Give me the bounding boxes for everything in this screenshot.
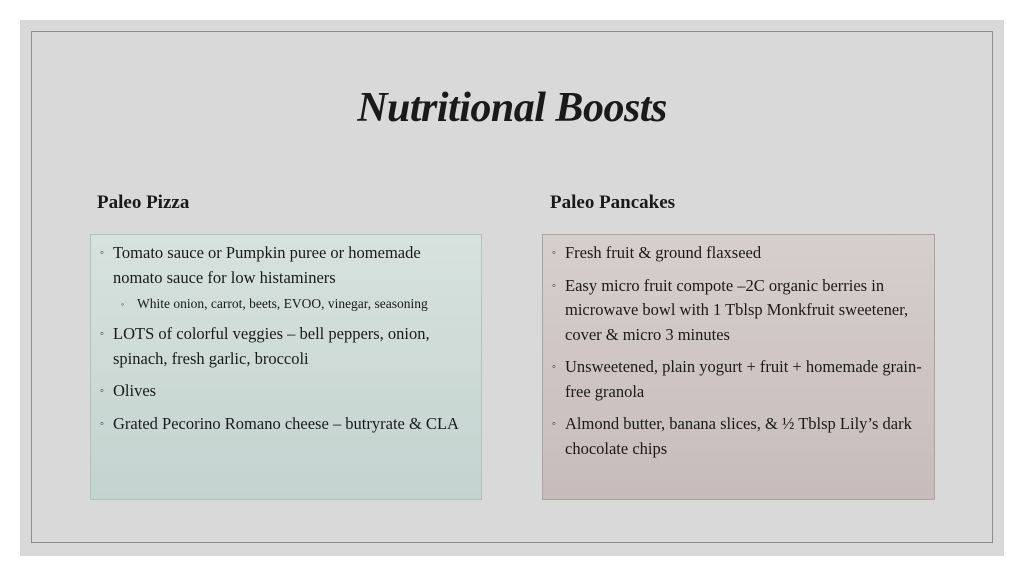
- list-item: [91, 412, 483, 437]
- paleo-pancakes-box: [542, 234, 935, 500]
- list-item-text: Olives: [113, 381, 157, 400]
- list-item: [543, 241, 936, 266]
- paleo-pancakes-list: [543, 241, 936, 469]
- list-item-text: LOTS of colorful veggies – bell peppers, onion, spinach, fresh garlic, broccoli: [113, 324, 430, 368]
- bullet-icon: ◦: [100, 417, 104, 430]
- list-item: [543, 274, 936, 348]
- sub-bullet-icon: ◦: [121, 299, 125, 309]
- bullet-icon: ◦: [552, 418, 556, 430]
- paleo-pizza-box: [90, 234, 482, 500]
- list-item-text: Unsweetened, plain yogurt + fruit + homemade grain-free granola: [565, 357, 922, 401]
- bullet-icon: ◦: [552, 361, 556, 373]
- right-column-heading: Paleo Pancakes: [550, 192, 676, 213]
- list-item-text: Grated Pecorino Romano cheese – butryrate & CLA: [113, 413, 459, 433]
- sub-list-item-text: White onion, carrot, beets, EVOO, vinegar, seasoning: [137, 296, 428, 311]
- list-item: [543, 355, 936, 404]
- slide-title: Nutritional Boosts: [357, 85, 667, 131]
- list-item-text: Tomato sauce or Pumpkin puree or homemade nomato sauce for low histaminers: [113, 243, 421, 287]
- list-item: [91, 241, 483, 314]
- sub-list: [113, 294, 483, 314]
- list-item-text: Almond butter, banana slices, & ½ Tblsp Lily’s dark chocolate chips: [565, 414, 912, 458]
- paleo-pizza-list: [91, 241, 483, 444]
- list-item-text: Fresh fruit & ground flaxseed: [565, 243, 762, 262]
- bullet-icon: ◦: [100, 385, 104, 397]
- bullet-icon: ◦: [552, 279, 556, 292]
- list-item: [91, 379, 483, 404]
- bullet-icon: ◦: [552, 247, 556, 259]
- list-item: [91, 322, 483, 371]
- bullet-icon: ◦: [100, 247, 104, 259]
- list-item: [543, 412, 936, 461]
- bullet-icon: ◦: [100, 328, 104, 340]
- sub-list-item: [113, 294, 483, 314]
- list-item-text: Easy micro fruit compote –2C organic berries in microwave bowl with 1 Tblsp Monkfruit sweetener, cover & micro 3 minutes: [565, 275, 909, 344]
- left-column-heading: Paleo Pizza: [97, 192, 190, 213]
